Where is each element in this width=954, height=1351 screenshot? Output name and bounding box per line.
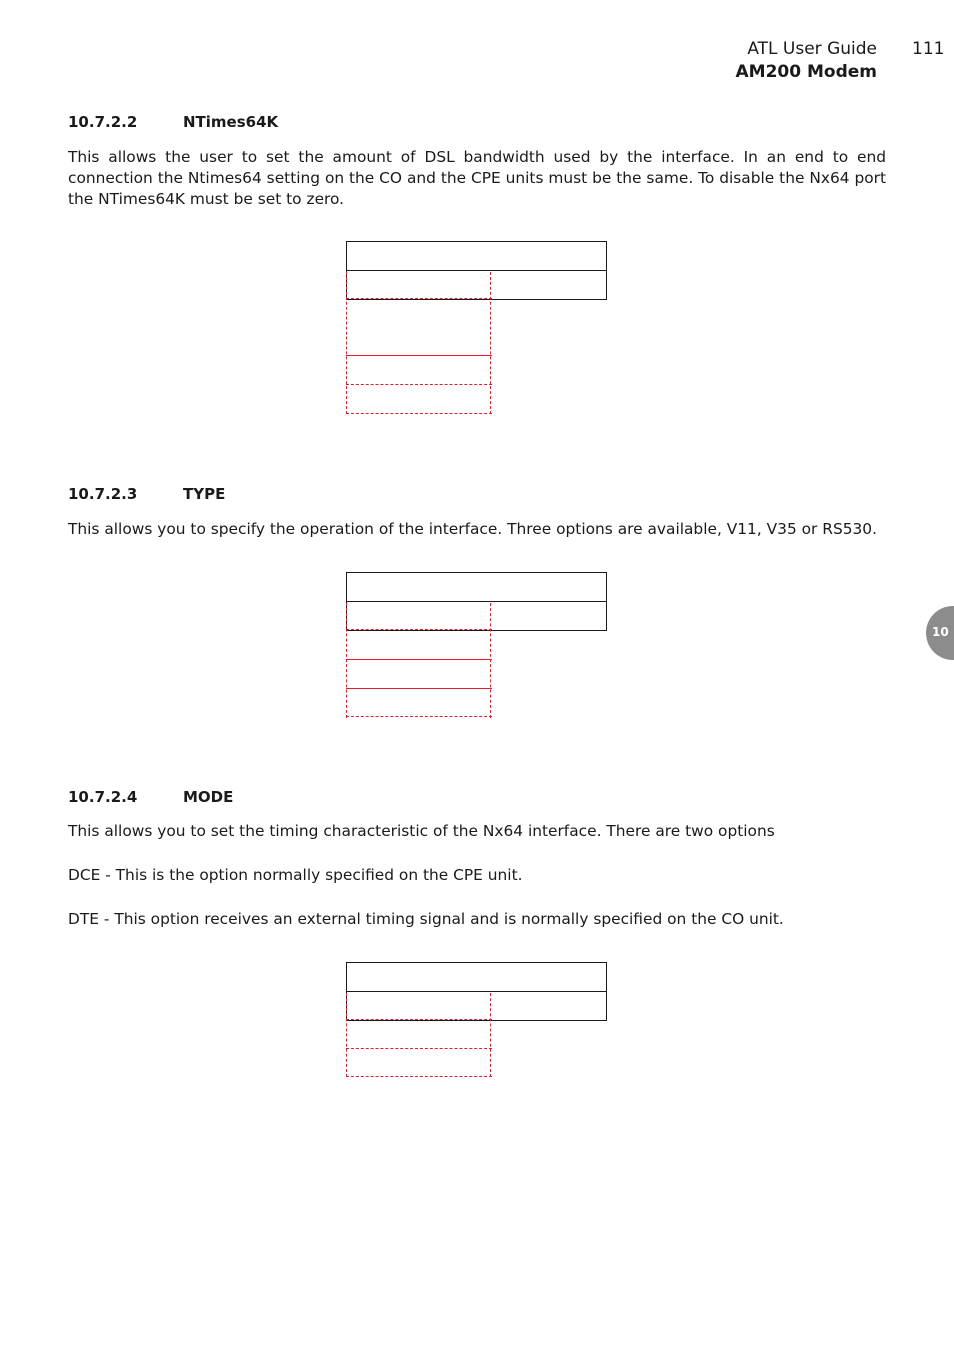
menu-diagram-ntimes64k <box>346 241 607 416</box>
dropdown-divider <box>346 413 492 414</box>
mode-option-dte: DTE - This option receives an external timing signal and is normally specified on the CO unit. <box>68 910 784 928</box>
section-body-ntimes64k: This allows the user to set the amount of DSL bandwidth used by the interface. In an end to end connection the Ntimes64 setting on the CO and the CPE units must be the same. To disable the Nx64 port the NTimes64K must be set to zero. <box>68 148 886 208</box>
dropdown-divider <box>346 1048 492 1049</box>
dropdown-divider <box>346 355 492 356</box>
menu-title-row <box>346 241 607 271</box>
dropdown-divider <box>346 629 492 630</box>
dropdown-right-edge <box>490 993 491 1077</box>
dropdown-right-edge <box>490 603 491 718</box>
mode-option-dce: DCE - This is the option normally specified on the CPE unit. <box>68 866 523 884</box>
section-title: NTimes64K <box>183 113 279 131</box>
section-title: TYPE <box>183 485 226 503</box>
dropdown-right-edge <box>490 272 491 414</box>
dropdown-divider <box>346 659 492 660</box>
header-guide-title: ATL User Guide <box>747 39 877 59</box>
dropdown-left-edge <box>346 993 347 1077</box>
dropdown-divider <box>346 384 492 385</box>
section-heading-mode <box>68 788 233 806</box>
menu-diagram-type <box>346 572 607 720</box>
menu-title-row <box>346 962 607 992</box>
dropdown-divider <box>346 716 492 717</box>
chapter-tab[interactable] <box>926 606 954 660</box>
dropdown-left-edge <box>346 603 347 718</box>
section-number: 10.7.2.3 <box>68 485 138 503</box>
dropdown-divider <box>346 1019 492 1020</box>
section-body-type: This allows you to specify the operation of the interface. Three options are available, V11, V35 or RS530. <box>68 520 877 538</box>
section-number: 10.7.2.2 <box>68 113 138 131</box>
section-title: MODE <box>183 788 234 806</box>
dropdown-divider <box>346 688 492 689</box>
dropdown-divider <box>346 298 492 299</box>
dropdown-divider <box>346 1076 492 1077</box>
header-model-name: AM200 Modem <box>735 62 877 82</box>
section-heading-type <box>68 485 225 503</box>
menu-title-row <box>346 572 607 602</box>
menu-field-row <box>346 601 607 631</box>
page-number: 111 <box>912 39 945 59</box>
dropdown-left-edge <box>346 272 347 414</box>
menu-diagram-mode <box>346 962 607 1080</box>
chapter-tab-label: 10 <box>932 625 949 639</box>
section-body-mode: This allows you to set the timing characteristic of the Nx64 interface. There are two options <box>68 822 775 840</box>
menu-field-row <box>346 270 607 300</box>
menu-field-row <box>346 991 607 1021</box>
section-number: 10.7.2.4 <box>68 788 138 806</box>
section-heading-ntimes64k <box>68 113 278 131</box>
